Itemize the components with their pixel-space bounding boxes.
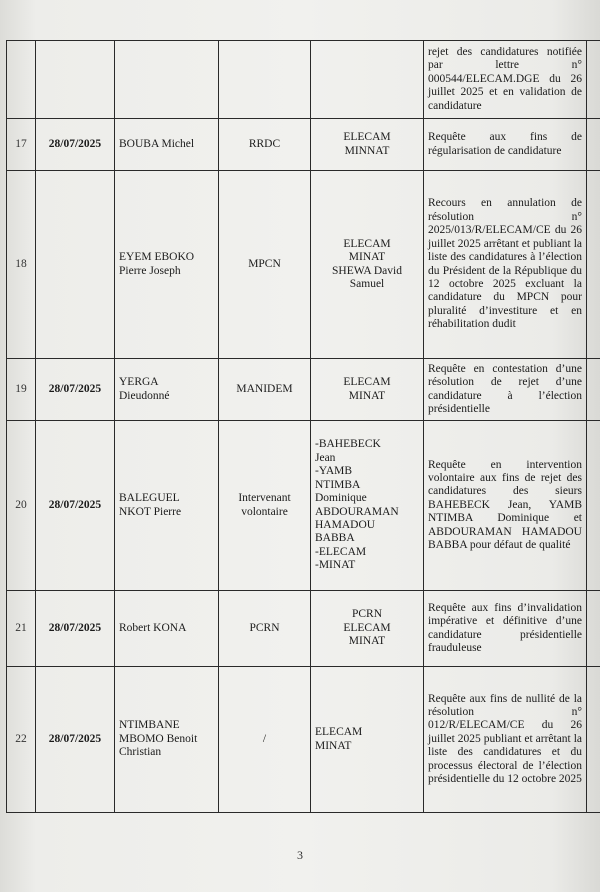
respondent-line: HAMADOU	[315, 518, 376, 531]
respondent-line: SHEWA David	[332, 264, 402, 277]
party-affiliation-cell	[219, 667, 311, 813]
respondent-line: MINAT	[315, 739, 352, 752]
filing-date-cell: 28/07/2025	[36, 591, 115, 667]
request-object-cell	[424, 119, 587, 171]
request-object-text: Requête en intervention volontaire aux fins de rejet des candidatures des sieurs BAHEBECK Jean, YAMB NTIMBA Dominique et ABDOURAMAN HAMADOU BABBA pour défaut de qualité	[428, 458, 582, 552]
request-object-cell	[424, 591, 587, 667]
party-affiliation-cell	[219, 591, 311, 667]
respondent-cell	[311, 421, 424, 591]
respondent-line: -MINAT	[315, 559, 356, 572]
filing-date-cell: 28/07/2025	[36, 421, 115, 591]
petitioner-cell	[115, 171, 219, 359]
respondent-line: ELECAM	[343, 621, 391, 634]
table-row	[7, 421, 600, 591]
respondent-line: -YAMB	[315, 465, 353, 478]
respondent-line: Samuel	[349, 277, 385, 290]
respondent-cell	[311, 41, 424, 119]
party-affiliation-cell	[219, 421, 311, 591]
table-row	[7, 119, 600, 171]
respondent-line: -BAHEBECK	[315, 438, 381, 451]
party-affiliation-line: volontaire	[241, 505, 288, 518]
respondent-line: MINAT	[348, 635, 386, 648]
party-affiliation-cell	[219, 41, 311, 119]
petitioner-name-line: Dieudonné	[119, 389, 170, 402]
respondent-line: Jean	[315, 451, 336, 464]
edge-cell	[587, 667, 600, 813]
petitioner-name-line: BOUBA Michel	[119, 137, 195, 150]
petitioner-cell	[115, 119, 219, 171]
respondent-line: MINNAT	[344, 144, 390, 157]
petitioner-cell	[115, 667, 219, 813]
edge-cell	[587, 359, 600, 421]
case-number-cell: 22	[7, 667, 36, 813]
party-affiliation-line: RRDC	[248, 137, 281, 150]
petitioner-cell	[115, 591, 219, 667]
case-number-cell: 18	[7, 171, 36, 359]
table-row	[7, 171, 600, 359]
respondent-cell	[311, 591, 424, 667]
case-number-cell	[7, 41, 36, 119]
respondent-cell	[311, 171, 424, 359]
request-object-cell	[424, 171, 587, 359]
party-affiliation-line: MPCN	[248, 257, 281, 270]
respondent-cell	[311, 359, 424, 421]
respondent-line: MINAT	[348, 251, 386, 264]
petitioner-name-line: MBOMO Benoit	[119, 732, 198, 745]
table-row	[7, 667, 600, 813]
edge-cell	[587, 591, 600, 667]
filing-date-cell: 28/07/2025	[36, 359, 115, 421]
table-row	[7, 591, 600, 667]
case-number-cell: 21	[7, 591, 36, 667]
party-affiliation-line: Intervenant	[238, 492, 291, 505]
respondent-line: MINAT	[348, 389, 386, 402]
edge-cell	[587, 41, 600, 119]
respondent-cell	[311, 119, 424, 171]
respondent-cell	[311, 667, 424, 813]
request-object-cell	[424, 421, 587, 591]
respondent-line: ELECAM	[343, 376, 391, 389]
respondent-line: BABBA	[315, 532, 355, 545]
petitioner-name-line: BALEGUEL	[119, 492, 180, 505]
page-number: 3	[297, 848, 303, 862]
respondent-line: Dominique	[315, 492, 367, 505]
request-object-cell	[424, 667, 587, 813]
petitioner-name-line: EYEM EBOKO	[119, 251, 195, 264]
petitioner-cell	[115, 359, 219, 421]
case-number-cell: 20	[7, 421, 36, 591]
party-affiliation-line: /	[262, 732, 267, 745]
party-affiliation-cell	[219, 171, 311, 359]
edge-cell	[587, 421, 600, 591]
request-object-text: Requête en contestation d’une résolution de rejet d’une candidature à l’élection présidentielle	[428, 362, 582, 415]
party-affiliation-line: MANIDEM	[236, 382, 293, 395]
request-object-text: Requête aux fins de régularisation de candidature	[428, 131, 582, 157]
filing-date-cell: 28/07/2025	[36, 119, 115, 171]
petitioner-name-line: NTIMBANE	[119, 719, 180, 732]
petitioner-name-line: Robert KONA	[119, 621, 187, 634]
respondent-line: ABDOURAMAN	[315, 505, 399, 518]
edge-cell	[587, 171, 600, 359]
petitioner-name-line: Pierre Joseph	[119, 264, 181, 277]
request-object-text: Requête aux fins d’invalidation impérative et définitive d’une candidature présidentielle frauduleuse	[428, 601, 582, 654]
respondent-line: -ELECAM	[315, 545, 367, 558]
case-number-cell: 17	[7, 119, 36, 171]
petitioner-name-line: YERGA	[119, 376, 159, 389]
request-object-text: rejet des candidatures notifiée par lettre n° 000544/ELECAM.DGE du 26 juillet 2025 et en validation de candidature	[428, 45, 582, 112]
filing-date-cell: 28/07/2025	[36, 667, 115, 813]
docket-table	[6, 40, 600, 813]
filing-date-cell	[36, 171, 115, 359]
party-affiliation-line: PCRN	[249, 621, 280, 634]
petitioner-cell	[115, 421, 219, 591]
table-row	[7, 359, 600, 421]
petitioner-name-line: Christian	[119, 746, 162, 759]
respondent-line: ELECAM	[343, 131, 391, 144]
respondent-line: ELECAM	[343, 237, 391, 250]
party-affiliation-cell	[219, 359, 311, 421]
filing-date-cell	[36, 41, 115, 119]
respondent-line: ELECAM	[315, 726, 363, 739]
request-object-text: Requête aux fins de nullité de la résolution n° 012/R/ELECAM/CE du 26 juillet 2025 publiant et arrêtant la liste des candidatures et du processus électoral de l’élection présidentielle du 12 octobre 2025	[428, 692, 582, 786]
petitioner-name-line: NKOT Pierre	[119, 505, 182, 518]
petitioner-cell	[115, 41, 219, 119]
respondent-line: NTIMBA	[315, 478, 361, 491]
table-row	[7, 41, 600, 119]
party-affiliation-cell	[219, 119, 311, 171]
request-object-cell	[424, 41, 587, 119]
request-object-text: Recours en annulation de résolution n° 2025/013/R/ELECAM/CE du 26 juillet 2025 arrêtant et publiant la liste des candidatures à l’élection du Président de la République du 12 octobre 2025 excluant la candidature du MPCN pour pluralité d’investiture et en réhabilitation dudit	[428, 197, 582, 331]
edge-cell	[587, 119, 600, 171]
respondent-line: PCRN	[351, 608, 383, 621]
case-number-cell: 19	[7, 359, 36, 421]
request-object-cell	[424, 359, 587, 421]
